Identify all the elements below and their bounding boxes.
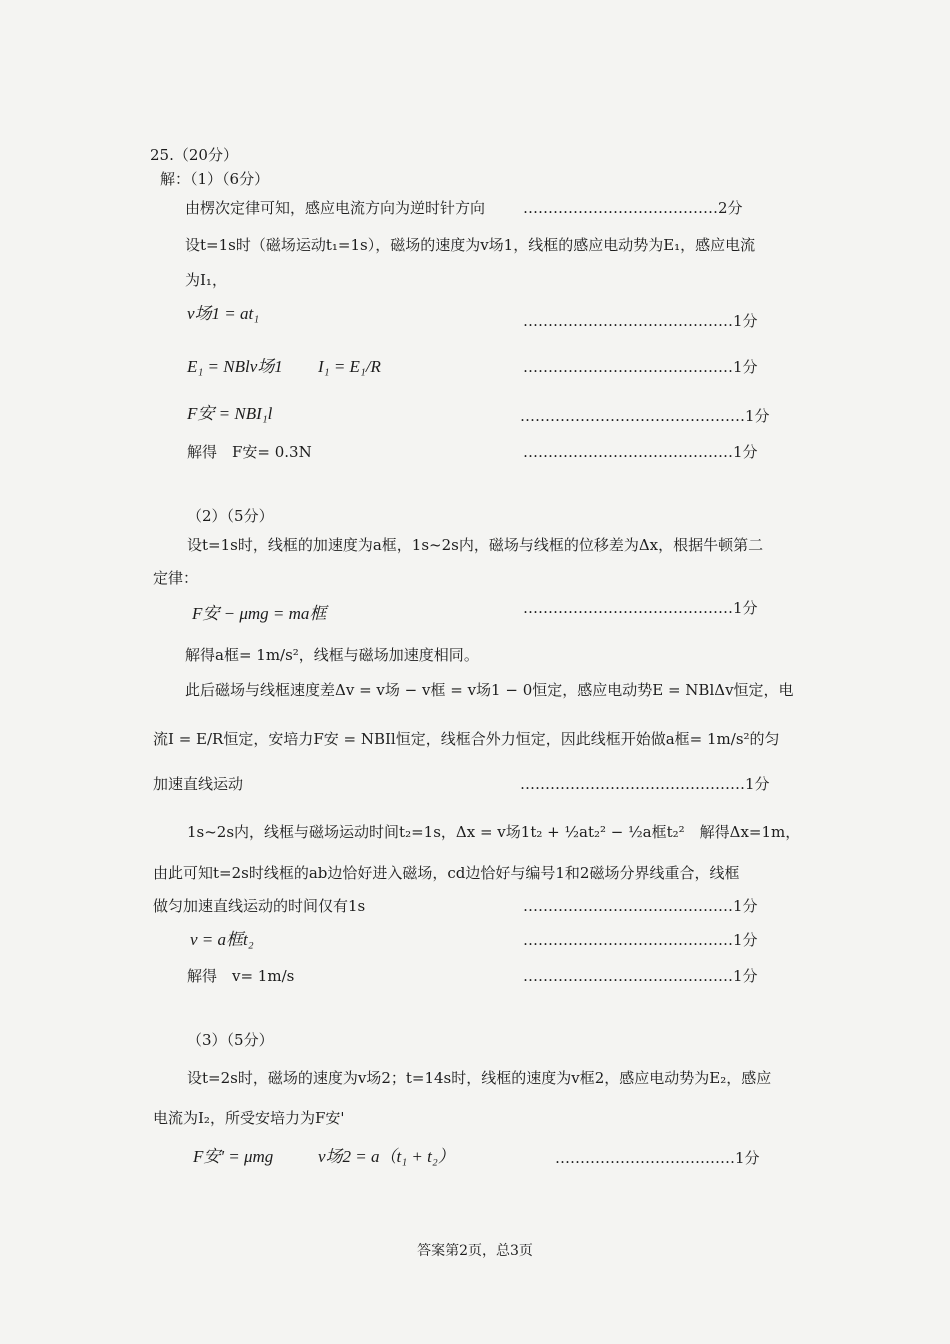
part2-line5: 流I = E/R恒定，安培力F安 = NBIl恒定，线框合外力恒定，因此线框开始做a框= 1m/s²的匀 <box>153 730 780 748</box>
part2-header: （2）（5分） <box>187 507 274 525</box>
part2-eq2-score: ……………………………………1分 <box>523 931 758 949</box>
part2-line9-score: ……………………………………1分 <box>523 897 758 915</box>
part2-line4: 此后磁场与线框速度差Δv = v场 − v框 = v场1 − 0恒定，感应电动势E = NBlΔv恒定，电 <box>185 681 794 699</box>
part2-line3: 解得a框= 1m/s²，线框与磁场加速度相同。 <box>185 646 479 664</box>
part2-line6-score: ………………………………………1分 <box>520 775 770 793</box>
part1-result-score: ……………………………………1分 <box>523 443 758 461</box>
part3-eq1-score: ………………………………1分 <box>555 1149 760 1167</box>
part3-line1: 设t=2s时，磁场的速度为v场2；t=14s时，线框的速度为v框2，感应电动势为E₂，感应 <box>187 1069 772 1087</box>
part1-eq1: v场1 = at₁ <box>187 304 260 323</box>
solution-label: 解：（1）（6分） <box>160 170 270 188</box>
part1-line3: 为I₁， <box>185 271 227 289</box>
part3-eq1: F安' = μmg <box>193 1147 274 1166</box>
part1-eq3-score: ………………………………………1分 <box>520 407 770 425</box>
part2-line1: 设t=1s时，线框的加速度为a框，1s~2s内，磁场与线框的位移差为Δx，根据牛顿第二 <box>187 536 764 554</box>
part1-result: 解得 F安= 0.3N <box>187 443 312 461</box>
part1-eq1-score: ……………………………………1分 <box>523 312 758 330</box>
part2-result-score: ……………………………………1分 <box>523 967 758 985</box>
part1-line1: 由楞次定律可知，感应电流方向为逆时针方向 <box>185 199 486 217</box>
part3-header: （3）（5分） <box>187 1031 274 1049</box>
part3-line2: 电流为I₂，所受安培力为F安' <box>153 1109 345 1127</box>
part2-result: 解得 v= 1m/s <box>187 967 295 985</box>
part1-line2: 设t=1s时（磁场运动t₁=1s），磁场的速度为v场1，线框的感应电动势为E₁，感应电流 <box>185 236 756 254</box>
part3-eq1b: v场2 = a（t₁ + t₂） <box>318 1147 455 1166</box>
part2-line8: 由此可知t=2s时线框的ab边恰好进入磁场，cd边恰好与编号1和2磁场分界线重合，线框 <box>153 864 740 882</box>
part2-eq1: F安 − μmg = ma框 <box>192 604 327 623</box>
problem-header: 25.（20分） <box>150 146 238 164</box>
part2-line2: 定律： <box>153 569 199 587</box>
part1-eq2b: I₁ = E₁/R <box>318 357 381 376</box>
page-footer: 答案第2页，总3页 <box>417 1243 533 1259</box>
part2-line6: 加速直线运动 <box>153 775 244 793</box>
part1-line1-score: …………………………………2分 <box>523 199 743 217</box>
part2-line7: 1s~2s内，线框与磁场运动时间t₂=1s，Δx = v场1t₂ + ½at₂² − ½a框t₂² 解得Δx=1m， <box>187 823 801 841</box>
part2-eq1-score: ……………………………………1分 <box>523 599 758 617</box>
part2-line9: 做匀加速直线运动的时间仅有1s <box>153 897 366 915</box>
part1-eq2: E₁ = NBlv场1 <box>187 357 283 376</box>
part2-eq2: v = a框t₂ <box>190 930 254 949</box>
part1-eq2-score: ……………………………………1分 <box>523 358 758 376</box>
part1-eq3: F安 = NBI₁l <box>187 404 273 423</box>
